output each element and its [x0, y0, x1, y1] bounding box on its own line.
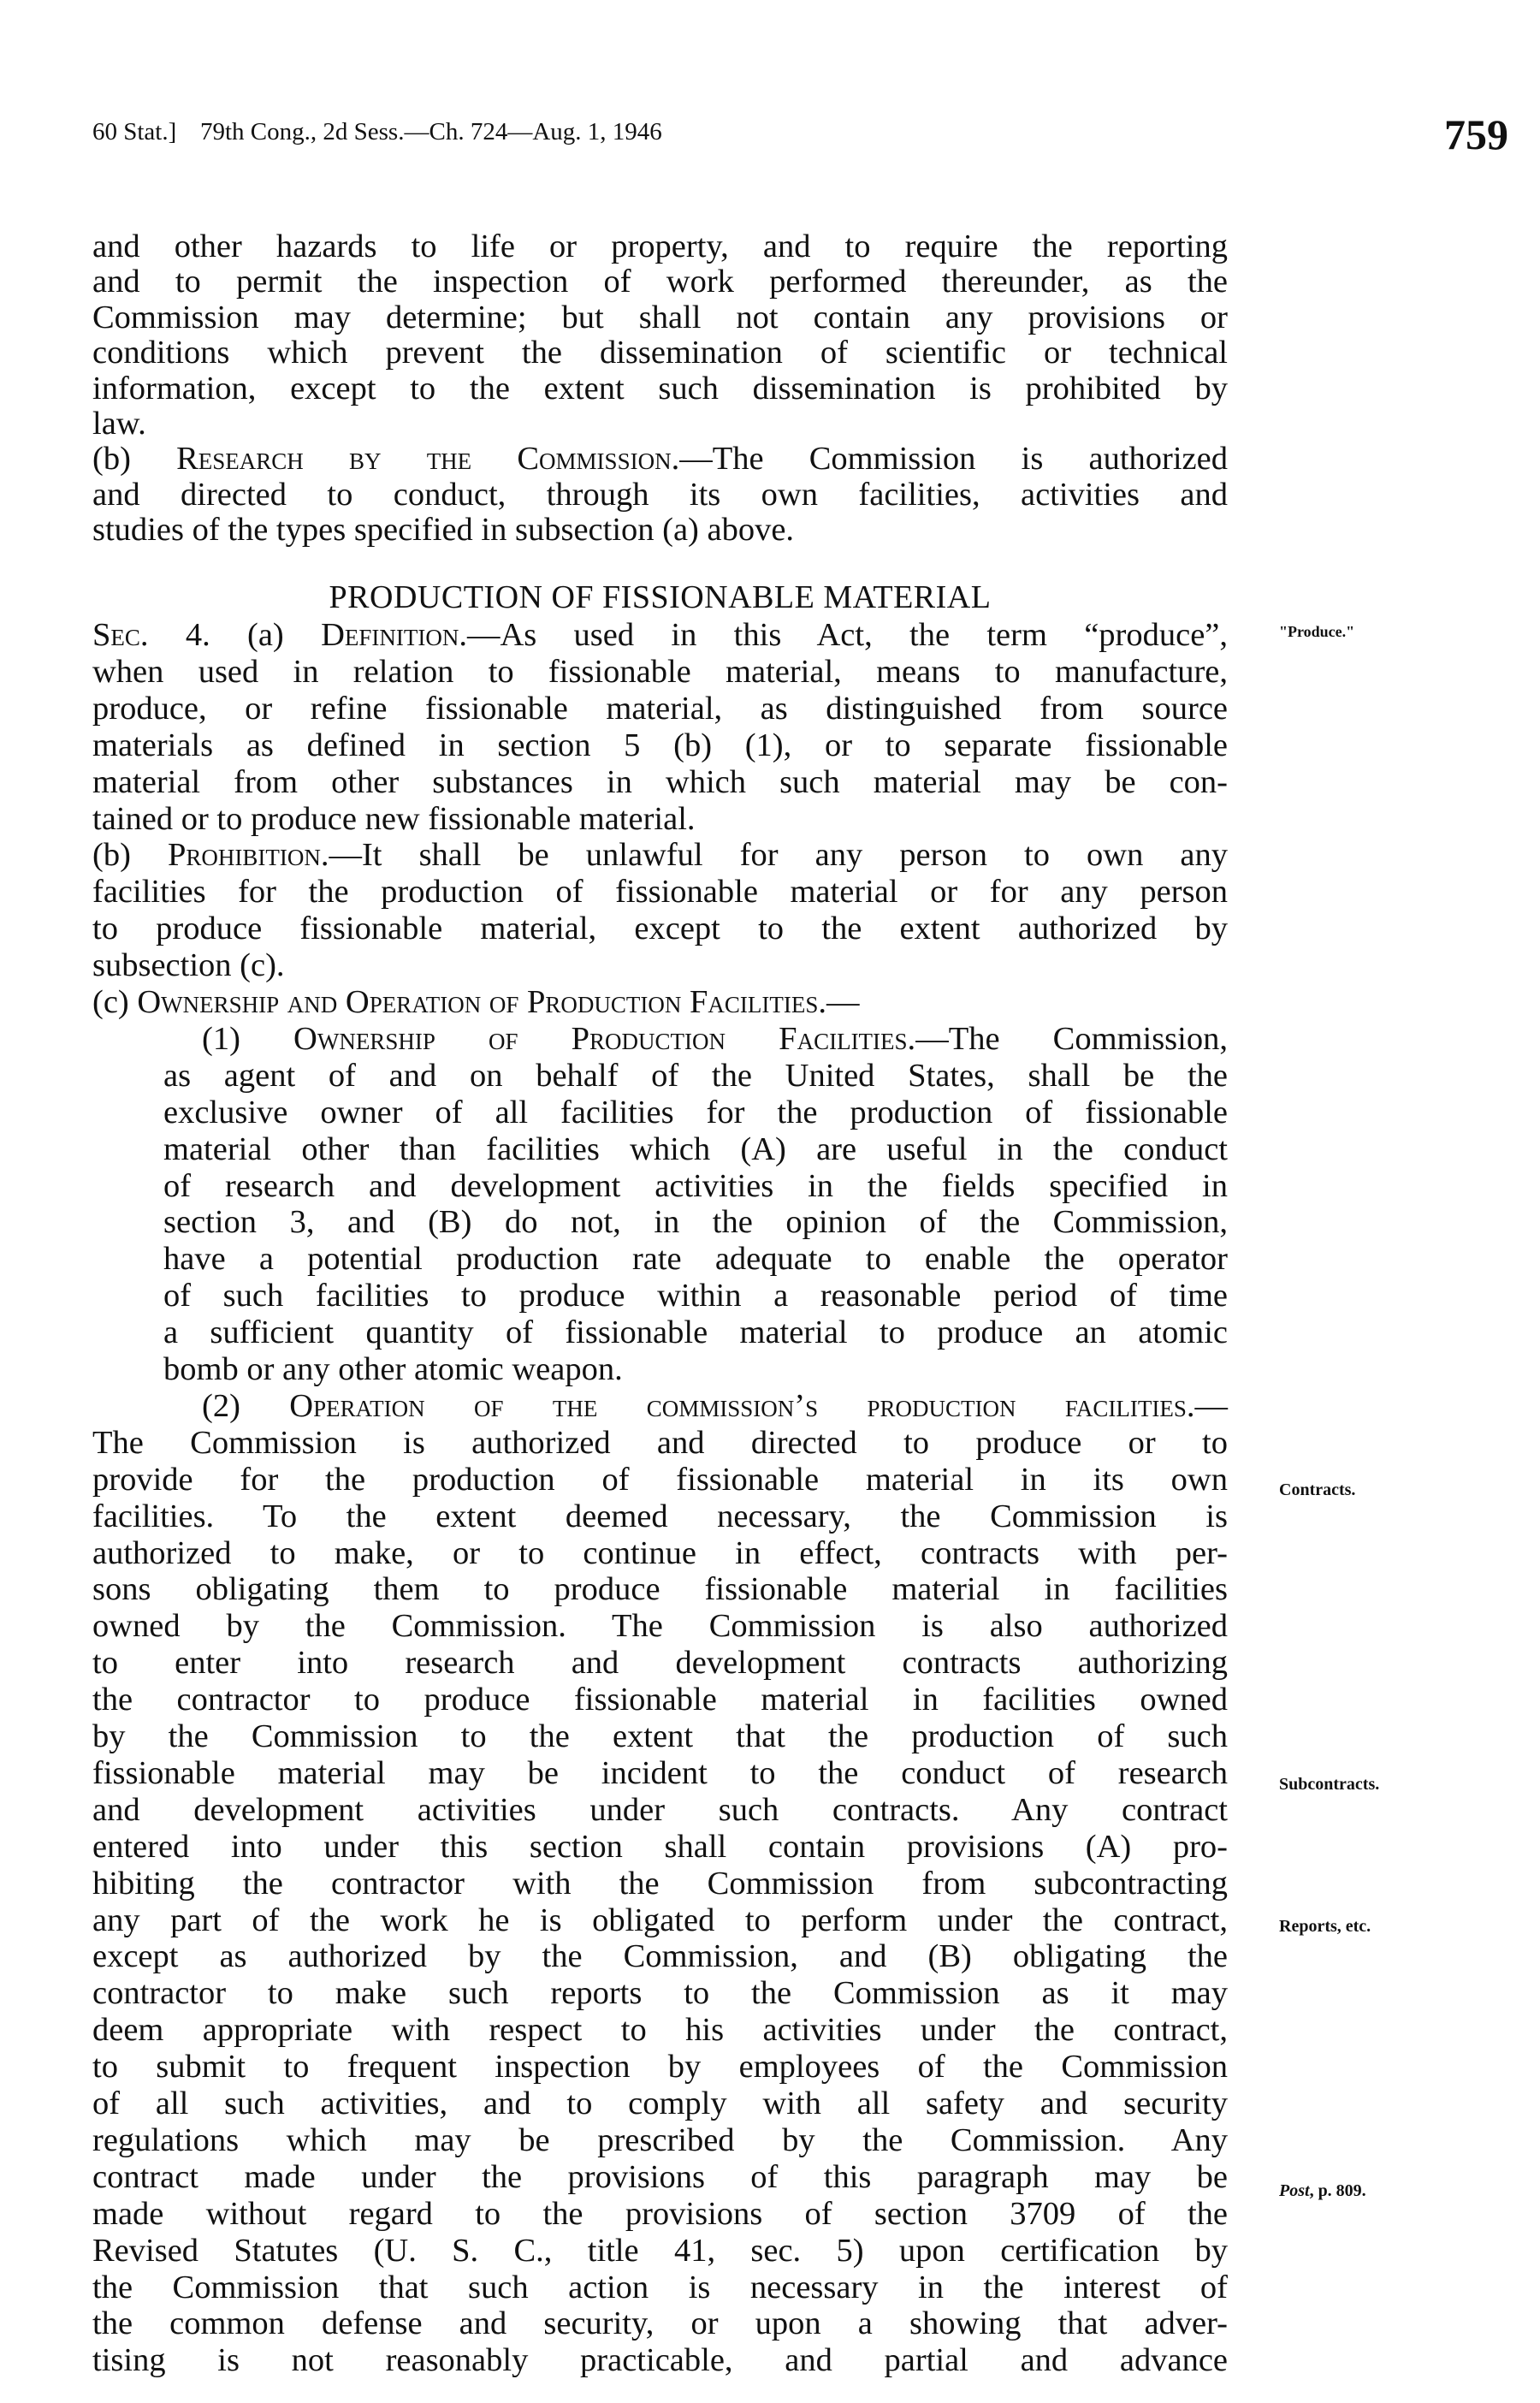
- margin-note-contracts: Contracts.: [1279, 1480, 1356, 1499]
- text-run: conditions which prevent the dissemination of scientific or technical: [92, 335, 1228, 371]
- text-line: [92, 1865, 1228, 1902]
- text-run: and development activities under such contracts. Any contract: [92, 1791, 1228, 1828]
- text-run: Commission may determine; but shall not contain any provisions or: [92, 299, 1228, 335]
- text-line: [92, 263, 1228, 300]
- margin-note-produce: "Produce.": [1279, 623, 1355, 640]
- section-heading: PRODUCTION OF FISSIONABLE MATERIAL: [329, 579, 992, 615]
- text-run: —: [1194, 1387, 1228, 1424]
- text-line: [92, 946, 1228, 984]
- text-run: 4. (a): [148, 617, 322, 653]
- text-line: [92, 1534, 1228, 1572]
- text-run: subsection (c).: [92, 947, 285, 984]
- text-line: [92, 727, 1228, 764]
- text-run: facilities. To the extent deemed necessary, the Commission is: [92, 1498, 1228, 1534]
- text-line: [163, 1240, 1228, 1278]
- text-line: [92, 836, 1228, 874]
- text-run: by the Commission to the extent that the production of such: [92, 1718, 1228, 1754]
- text-line: [92, 690, 1228, 727]
- text-line: [92, 763, 1228, 801]
- text-run: to produce fissionable material, except to the extent authorized by: [92, 911, 1228, 947]
- text-run: The Commission is authorized and directed to produce or to: [92, 1424, 1228, 1461]
- page-number: 759: [1444, 110, 1508, 158]
- margin-note-subcontracts: Subcontracts.: [1279, 1775, 1380, 1794]
- small-caps-caption: Ownership of Production Facilities.: [293, 1020, 916, 1057]
- text-run: materials as defined in section 5 (b) (1), or to separate fissionable: [92, 727, 1228, 763]
- small-caps-caption: Research by the Commission.: [176, 441, 680, 478]
- text-run: provide for the production of fissionable material in its own: [92, 1461, 1228, 1498]
- text-run: when used in relation to fissionable material, means to manufacture,: [92, 653, 1228, 690]
- text-line: [92, 1644, 1228, 1682]
- text-line: [92, 1791, 1228, 1829]
- text-line: [92, 1828, 1228, 1866]
- text-run: (1): [202, 1020, 294, 1057]
- text-run: regulations which may be prescribed by the Commission. Any: [92, 2121, 1228, 2158]
- text-line: [92, 1902, 1228, 1939]
- text-run: to enter into research and development contracts authorizing: [92, 1645, 1228, 1682]
- text-run: as agent of and on behalf of the United States, shall be the: [163, 1057, 1228, 1094]
- text-run: (b): [92, 441, 177, 478]
- text-run: —As used in this Act, the term “produce”,: [466, 617, 1228, 653]
- small-caps-caption: Ownership and Operation of Production Facilities.: [137, 984, 827, 1020]
- text-run: —It shall be unlawful for any person to own any: [329, 837, 1228, 874]
- text-run: Revised Statutes (U. S. C., title 41, sec. 5) upon certification by: [92, 2232, 1228, 2269]
- text-run: except as authorized by the Commission, and (B) obligating the: [92, 1938, 1228, 1975]
- text-run: (c): [92, 984, 138, 1020]
- text-run: section 3, and (B) do not, in the opinion of the Commission,: [163, 1204, 1228, 1241]
- text-line: [163, 1350, 1228, 1388]
- text-run: bomb or any other atomic weapon.: [163, 1351, 623, 1387]
- text-line: [92, 2305, 1228, 2342]
- small-caps-caption: Operation of the commission’s production facilities.: [289, 1387, 1195, 1424]
- text-run: information, except to the extent such dissemination is prohibited by: [92, 370, 1228, 406]
- text-run: tising is not reasonably practicable, and partial and advance: [92, 2342, 1228, 2379]
- text-run: of research and development activities in the fields specified in: [163, 1167, 1228, 1204]
- small-caps-caption: Definition.: [321, 617, 467, 653]
- text-line: [92, 800, 1228, 838]
- text-line: [92, 983, 1228, 1021]
- small-caps-caption: Prohibition.: [167, 837, 329, 874]
- text-line: [92, 1607, 1228, 1645]
- text-line: [92, 228, 1228, 265]
- text-run: authorized to make, or to continue in effect, contracts with per-: [92, 1534, 1228, 1571]
- text-line: [92, 910, 1228, 947]
- text-run: (b): [92, 837, 168, 874]
- running-head-session: 79th Cong., 2d Sess.—Ch. 724—Aug. 1, 1946: [200, 118, 662, 145]
- text-line: [163, 1167, 1228, 1205]
- text-line: [92, 1424, 1228, 1462]
- text-line: [92, 370, 1228, 407]
- text-line: [92, 2195, 1228, 2233]
- post-page: , p. 809.: [1309, 2181, 1366, 2200]
- text-run: made without regard to the provisions of section 3709 of the: [92, 2195, 1228, 2232]
- text-line: [163, 1314, 1228, 1351]
- text-line: [92, 2341, 1228, 2379]
- text-line: [92, 2269, 1228, 2306]
- text-run: produce, or refine fissionable material, as distinguished from source: [92, 690, 1228, 727]
- text-line: [92, 2232, 1228, 2270]
- text-run: and directed to conduct, through its own facilities, activities and: [92, 476, 1228, 513]
- text-line: [202, 1387, 1228, 1425]
- text-line: [92, 1718, 1228, 1755]
- margin-note-reports: Reports, etc.: [1279, 1917, 1371, 1936]
- text-run: facilities for the production of fissionable material or for any person: [92, 874, 1228, 911]
- text-run: (2): [202, 1387, 290, 1424]
- text-line: [92, 2121, 1228, 2159]
- text-run: —The Commission is authorized: [679, 441, 1228, 478]
- text-line: [92, 440, 1228, 478]
- text-line: [92, 476, 1228, 513]
- text-line: [92, 2158, 1228, 2196]
- text-run: to submit to frequent inspection by employees of the Commission: [92, 2049, 1228, 2086]
- text-run: hibiting the contractor with the Commission from subcontracting: [92, 1865, 1228, 1902]
- text-line: [163, 1130, 1228, 1168]
- text-run: the Commission that such action is necessary in the interest of: [92, 2269, 1228, 2305]
- text-run: of all such activities, and to comply with all safety and security: [92, 2086, 1228, 2121]
- text-run: contract made under the provisions of this paragraph may be: [92, 2158, 1228, 2195]
- text-run: tained or to produce new fissionable material.: [92, 800, 696, 837]
- post-italic: Post: [1279, 2181, 1310, 2200]
- text-line: [92, 653, 1228, 691]
- text-run: material other than facilities which (A) are useful in the conduct: [163, 1130, 1228, 1167]
- text-run: and other hazards to life or property, and to require the reporting: [92, 228, 1228, 264]
- text-line: [92, 1937, 1228, 1975]
- small-caps-caption: Sec.: [92, 617, 149, 653]
- margin-note-post-reference: [1279, 2181, 1366, 2201]
- text-run: exclusive owner of all facilities for the production of fissionable: [163, 1094, 1228, 1130]
- text-run: studies of the types specified in subsection (a) above.: [92, 512, 795, 549]
- text-line: [92, 2011, 1228, 2049]
- text-run: material from other substances in which such material may be con-: [92, 763, 1228, 800]
- text-line: [92, 2085, 1228, 2122]
- text-line: [202, 1020, 1228, 1058]
- text-line: [163, 1277, 1228, 1314]
- text-run: contractor to make such reports to the Commission as it may: [92, 1975, 1228, 2012]
- text-run: and to permit the inspection of work performed thereunder, as the: [92, 264, 1228, 300]
- text-line: [92, 616, 1228, 654]
- text-line: [163, 1057, 1228, 1095]
- text-line: [92, 1681, 1228, 1718]
- text-line: [92, 873, 1228, 911]
- text-run: sons obligating them to produce fissionable material in facilities: [92, 1571, 1228, 1608]
- text-line: [92, 405, 1228, 442]
- text-run: owned by the Commission. The Commission is also authorized: [92, 1608, 1228, 1645]
- text-run: of such facilities to produce within a reasonable period of time: [163, 1278, 1228, 1314]
- text-run: deem appropriate with respect to his activities under the contract,: [92, 2012, 1228, 2049]
- text-run: have a potential production rate adequate to enable the operator: [163, 1241, 1228, 1278]
- text-line: [92, 1570, 1228, 1608]
- text-line: [92, 2048, 1228, 2086]
- text-run: any part of the work he is obligated to perform under the contract,: [92, 1902, 1228, 1938]
- text-line: [92, 1498, 1228, 1535]
- text-run: fissionable material may be incident to the conduct of research: [92, 1754, 1228, 1791]
- running-head-volume: 60 Stat.]: [92, 118, 177, 145]
- text-line: [163, 1094, 1228, 1131]
- text-run: entered into under this section shall contain provisions (A) pro-: [92, 1828, 1228, 1865]
- text-line: [92, 511, 1228, 549]
- text-line: [163, 1203, 1228, 1241]
- text-run: a sufficient quantity of fissionable material to produce an atomic: [163, 1314, 1228, 1351]
- text-run: the contractor to produce fissionable material in facilities owned: [92, 1682, 1228, 1718]
- text-run: —: [826, 984, 860, 1020]
- text-run: —The Commission,: [915, 1020, 1228, 1057]
- text-line: [92, 1754, 1228, 1792]
- text-line: [92, 299, 1228, 336]
- text-line: [92, 1461, 1228, 1498]
- text-line: [92, 334, 1228, 371]
- text-run: the common defense and security, or upon a showing that adver-: [92, 2305, 1228, 2342]
- text-run: law.: [92, 406, 146, 442]
- text-line: [92, 1974, 1228, 2012]
